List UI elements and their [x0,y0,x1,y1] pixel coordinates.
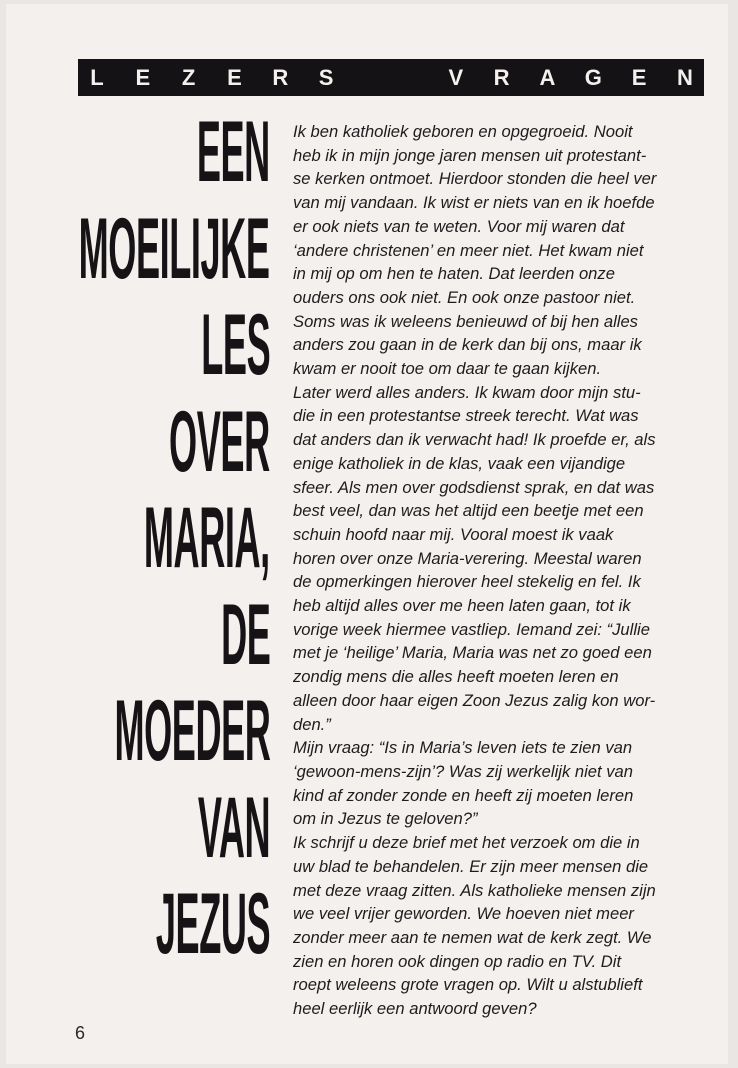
banner-letter: V [448,64,464,90]
body-line: kind af zonder zonde en heeft zij moeten leren [293,785,634,805]
body-line: ‘andere christenen’ en meer niet. Het kwam niet [293,240,644,260]
banner-letter: N [676,64,693,90]
banner-letter: Z [181,64,196,90]
body-line: ouders ons ook niet. En ook onze pastoor niet. [293,287,636,307]
title-line [26,876,270,973]
banner-letter: L [90,64,104,90]
title-line [26,297,270,394]
title-line [26,587,270,684]
body-line: sfeer. Als men over godsdienst sprak, en dat was [293,477,655,497]
banner-letter: A [539,64,556,90]
body-line: anders zou gaan in de kerk dan bij ons, maar ik [293,335,642,355]
body-line: met deze vraag zitten. Als katholieke mensen zijn [293,880,656,900]
body-line: om in Jezus te geloven?” [293,809,478,829]
body-line: Ik schrijf u deze brief met het verzoek om die in [293,833,640,853]
body-line: heb ik in mijn jonge jaren mensen uit protestant- [293,145,647,165]
body-line: met je ‘heilige’ Maria, Maria was net zo goed een [293,643,652,663]
body-line: Later werd alles anders. Ik kwam door mijn stu- [293,382,641,402]
body-line: in mij op om hen te haten. Dat leerden onze [293,264,615,284]
body-line: er ook niets van te weten. Voor mij waren dat [293,216,625,236]
title-line [26,490,270,587]
title-line [26,780,270,877]
body-line: we veel vrijer geworden. We hoeven niet meer [293,904,634,924]
title-line-text: EEN [196,104,270,200]
body-line: heel eerlijk een antwoord geven? [293,999,537,1019]
title-line-text: MARIA, [144,490,270,586]
body-line: vorige week hiermee vastliep. Iemand zei: “Jullie [293,619,650,639]
letter-body [293,120,713,1021]
body-line: schuin hoofd naar mij. Vooral moest ik vaak [293,524,614,544]
body-line: zien en horen ook dingen op radio en TV. Dit [293,951,622,971]
body-line: van mij vandaan. Ik wist er niets van en ik hoefde [293,193,655,213]
title-line [26,683,270,780]
banner-letter: E [227,64,242,90]
body-line: ‘gewoon-mens-zijn’? Was zij werkelijk niet van [293,761,633,781]
banner-letter: R [493,64,510,90]
body-line: enige katholiek in de klas, vaak een vijandige [293,453,626,473]
article-title [26,104,270,973]
body-line: alleen door haar eigen Zoon Jezus zalig kon wor- [293,690,656,710]
body-line: Soms was ik weleens benieuwd of bij hen alles [293,311,638,331]
title-line [26,104,270,201]
body-line: best veel, dan was het altijd een beetje met een [293,501,644,521]
title-line-text: DE [220,586,270,683]
body-line: de opmerkingen hierover heel stekelig en fel. Ik [293,572,641,592]
title-line-text: JEZUS [155,876,270,972]
body-line: zonder meer aan te nemen wat de kerk zegt. We [293,927,652,947]
magazine-page [6,4,728,1064]
title-line [26,394,270,491]
title-line-text: VAN [197,779,270,876]
title-line-text: LES [201,297,270,393]
title-line-text: MOEILIJKE [79,200,270,297]
title-line-text: MOEDER [113,683,270,779]
title-line [26,201,270,298]
body-line: heb altijd alles over me heen laten gaan, tot ik [293,596,631,616]
body-line: Ik ben katholiek geboren en opgegroeid. Nooit [293,122,633,141]
banner-letter: S [318,64,334,90]
body-line: horen over onze Maria-verering. Meestal waren [293,548,642,568]
page-number: 6 [75,1023,86,1043]
banner-letter: E [135,64,151,90]
body-line: uw blad te behandelen. Er zijn meer mensen die [293,856,649,876]
banner-letter: G [584,64,602,90]
body-line: se kerken ontmoet. Hierdoor stonden die heel ver [293,169,657,189]
body-line: die in een protestantse streek terecht. Wat was [293,406,639,426]
banner-letter: E [631,64,647,90]
title-line-text: OVER [169,393,270,490]
body-line: Mijn vraag: “Is in Maria’s leven iets te zien van [293,738,633,758]
body-line: dat anders dan ik verwacht had! Ik proefde er, als [293,430,656,450]
body-line: zondig mens die alles heeft moeten leren en [293,667,619,687]
body-line: kwam er nooit toe om daar te gaan kijken. [293,359,602,379]
body-line: roept weleens grote vragen op. Wilt u alstublieft [293,975,643,995]
banner-letter: R [272,64,289,90]
body-line: den.” [293,714,331,734]
section-banner [78,59,704,96]
